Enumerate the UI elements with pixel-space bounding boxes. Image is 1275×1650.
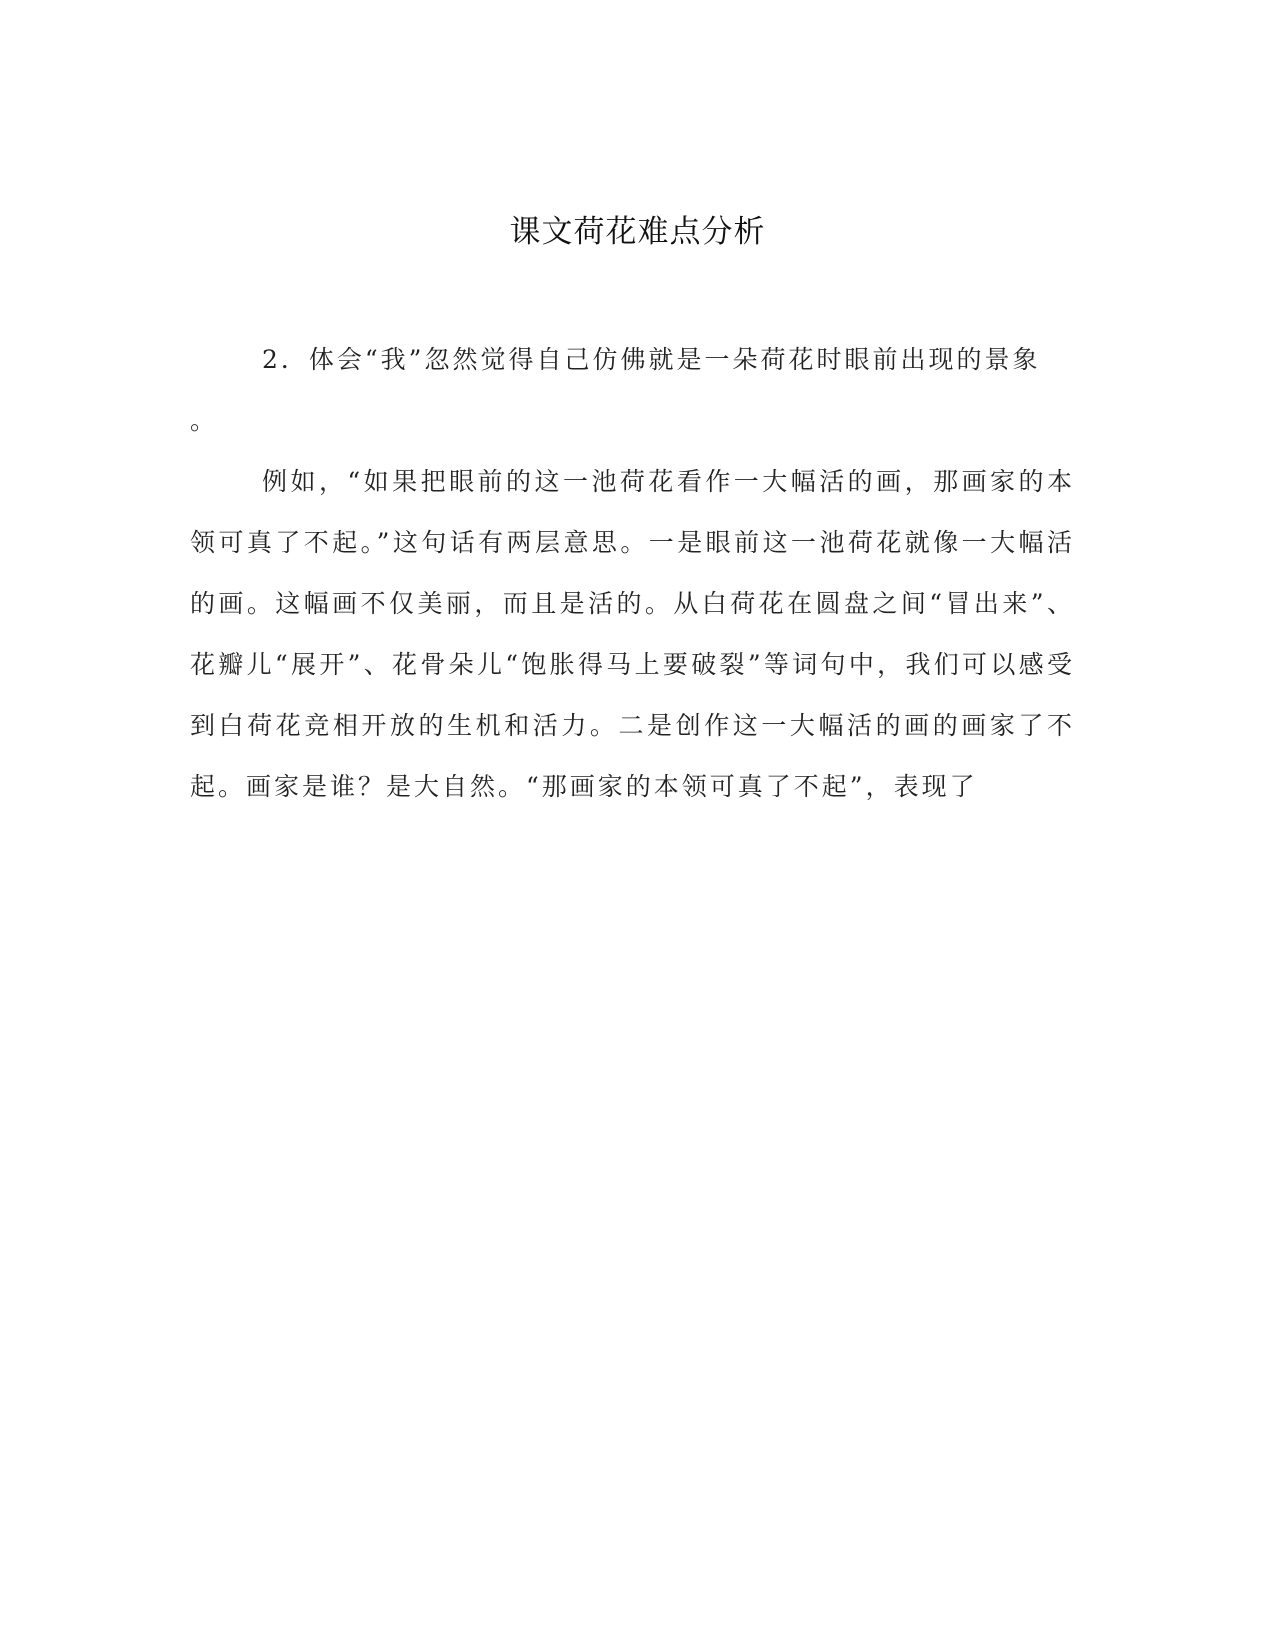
paragraph-period: 。 xyxy=(190,406,219,435)
paragraph-body: 例如，“如果把眼前的这一池荷花看作一大幅活的画，那画家的本领可真了不起。”这句话有两层意思。一是眼前这一池荷花就像一大幅活的画。这幅画不仅美丽，而且是活的。从白荷花在圆盘之间“冒出来”、花瓣儿“展开”、花骨朵儿“饱胀得马上要破裂”等词句中，我们可以感受到白荷花竞相开放的生机和活力。二是创作这一大幅活的画的画家了不起。画家是谁？是大自然。“那画家的本领可真了不起”，表现了 xyxy=(190,467,1075,801)
document-body xyxy=(190,329,1075,817)
document-title: 课文荷花难点分析 xyxy=(509,214,766,250)
paragraph-heading: 2．体会“我”忽然觉得自己仿佛就是一朵荷花时眼前出现的景象 xyxy=(262,345,1041,374)
